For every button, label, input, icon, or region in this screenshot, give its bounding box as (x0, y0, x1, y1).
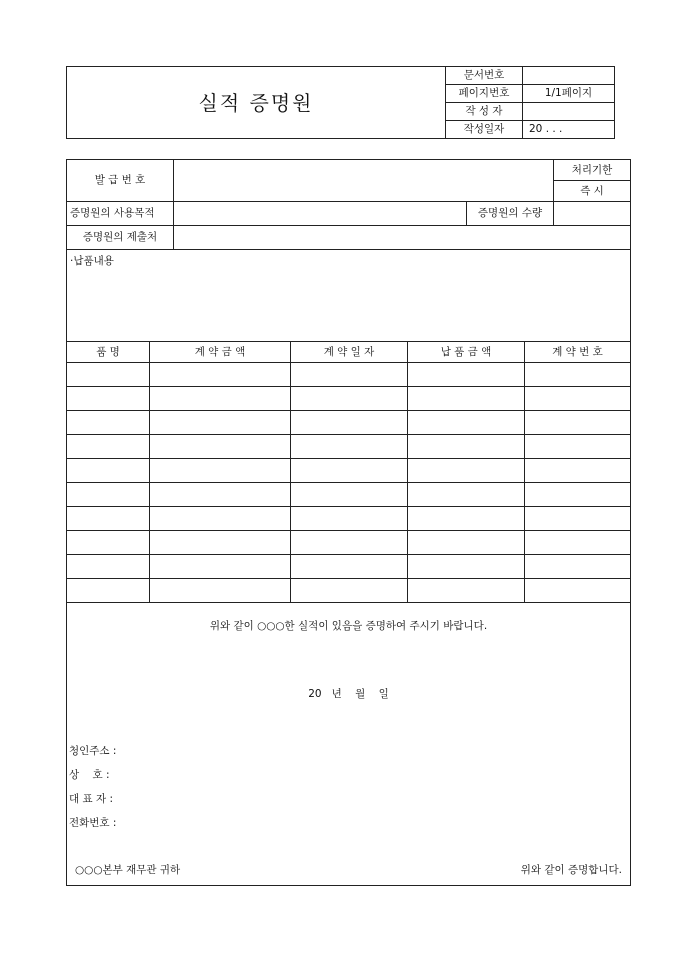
author-label: 작 성 자 (446, 103, 523, 121)
cell-contract-amount[interactable] (150, 435, 291, 459)
cell-contract-date[interactable] (291, 555, 408, 579)
cell-item-name[interactable] (67, 363, 150, 387)
cell-contract-amount[interactable] (150, 411, 291, 435)
cell-contract-amount[interactable] (150, 555, 291, 579)
request-text: 위와 같이 ○○○한 실적이 있음을 증명하여 주시기 바랍니다. (209, 620, 488, 632)
author-field[interactable] (523, 103, 615, 121)
cell-contract-date[interactable] (291, 507, 408, 531)
cell-item-name[interactable] (67, 579, 150, 603)
cell-delivery-amount[interactable] (408, 459, 525, 483)
table-row (67, 411, 631, 435)
table-row (67, 363, 631, 387)
cell-item-name[interactable] (67, 555, 150, 579)
cell-contract-no[interactable] (525, 483, 631, 507)
cell-contract-no[interactable] (525, 579, 631, 603)
cell-delivery-amount[interactable] (408, 363, 525, 387)
cell-contract-date[interactable] (291, 579, 408, 603)
cell-item-name[interactable] (67, 411, 150, 435)
phone-label: 전화번호 : (69, 817, 117, 829)
certify-text: 위와 같이 증명합니다. (520, 864, 623, 876)
submit-to-label: 증명원의 제출처 (67, 226, 174, 250)
certificate-footer (67, 603, 631, 886)
date-label: 작성일자 (446, 121, 523, 139)
cell-contract-date[interactable] (291, 483, 408, 507)
cell-delivery-amount[interactable] (408, 411, 525, 435)
cell-contract-amount[interactable] (150, 387, 291, 411)
certificate-form (66, 159, 631, 886)
doc-no-label: 문서번호 (446, 67, 523, 85)
page-no-label: 페이지번호 (446, 85, 523, 103)
date-field[interactable]: 20 . . . (523, 121, 615, 139)
page-title: 실적 증명원 (67, 67, 446, 139)
table-row (67, 555, 631, 579)
table-row (67, 579, 631, 603)
cell-contract-amount[interactable] (150, 579, 291, 603)
doc-no-field[interactable] (523, 67, 615, 85)
cell-contract-date[interactable] (291, 435, 408, 459)
address-label: 청인주소 : (69, 745, 117, 757)
cell-contract-date[interactable] (291, 363, 408, 387)
cell-contract-no[interactable] (525, 555, 631, 579)
column-header-delivery-amount: 납 품 금 액 (408, 342, 525, 363)
cell-contract-amount[interactable] (150, 363, 291, 387)
cell-contract-no[interactable] (525, 363, 631, 387)
cell-contract-no[interactable] (525, 459, 631, 483)
cell-contract-no[interactable] (525, 411, 631, 435)
cell-delivery-amount[interactable] (408, 435, 525, 459)
cell-contract-date[interactable] (291, 531, 408, 555)
recipient-text: ○○○본부 재무관 귀하 (75, 864, 181, 876)
column-header-contract-no: 계 약 번 호 (525, 342, 631, 363)
table-row (67, 435, 631, 459)
purpose-label: 증명원의 사용목적 (67, 202, 174, 226)
cell-delivery-amount[interactable] (408, 579, 525, 603)
cell-delivery-amount[interactable] (408, 555, 525, 579)
table-row (67, 483, 631, 507)
cell-item-name[interactable] (67, 531, 150, 555)
table-row (67, 507, 631, 531)
cell-item-name[interactable] (67, 507, 150, 531)
page-no-value: 1/1페이지 (523, 85, 615, 103)
table-row (67, 459, 631, 483)
cell-item-name[interactable] (67, 459, 150, 483)
cell-contract-no[interactable] (525, 387, 631, 411)
company-label: 상 호 : (69, 769, 110, 781)
cell-contract-amount[interactable] (150, 507, 291, 531)
cell-contract-date[interactable] (291, 387, 408, 411)
column-header-contract-date: 계 약 일 자 (291, 342, 408, 363)
document-header (66, 66, 615, 139)
cell-delivery-amount[interactable] (408, 507, 525, 531)
cell-delivery-amount[interactable] (408, 483, 525, 507)
purpose-field[interactable] (174, 202, 467, 226)
table-row (67, 531, 631, 555)
cell-contract-no[interactable] (525, 435, 631, 459)
delivery-label: ·납품내용 (70, 255, 114, 267)
cell-delivery-amount[interactable] (408, 531, 525, 555)
column-header-contract-amount: 계 약 금 액 (150, 342, 291, 363)
cell-contract-date[interactable] (291, 411, 408, 435)
quantity-label: 증명원의 수량 (467, 202, 554, 226)
column-header-item-name: 품 명 (67, 342, 150, 363)
date-line: 20 년 월 일 (308, 688, 389, 700)
issue-no-label: 발 급 번 호 (67, 160, 174, 202)
cell-item-name[interactable] (67, 435, 150, 459)
cell-contract-amount[interactable] (150, 459, 291, 483)
table-row (67, 387, 631, 411)
table-header-row (67, 342, 631, 363)
issue-no-field[interactable] (174, 160, 554, 202)
cell-item-name[interactable] (67, 483, 150, 507)
cell-item-name[interactable] (67, 387, 150, 411)
cell-contract-amount[interactable] (150, 483, 291, 507)
cell-contract-date[interactable] (291, 459, 408, 483)
deadline-value: 즉 시 (554, 181, 631, 202)
deadline-label: 처리기한 (554, 160, 631, 181)
representative-label: 대 표 자 : (69, 793, 113, 805)
cell-contract-amount[interactable] (150, 531, 291, 555)
cell-delivery-amount[interactable] (408, 387, 525, 411)
cell-contract-no[interactable] (525, 507, 631, 531)
delivery-content-area[interactable] (67, 250, 631, 342)
submit-to-field[interactable] (174, 226, 631, 250)
quantity-field[interactable] (554, 202, 631, 226)
cell-contract-no[interactable] (525, 531, 631, 555)
